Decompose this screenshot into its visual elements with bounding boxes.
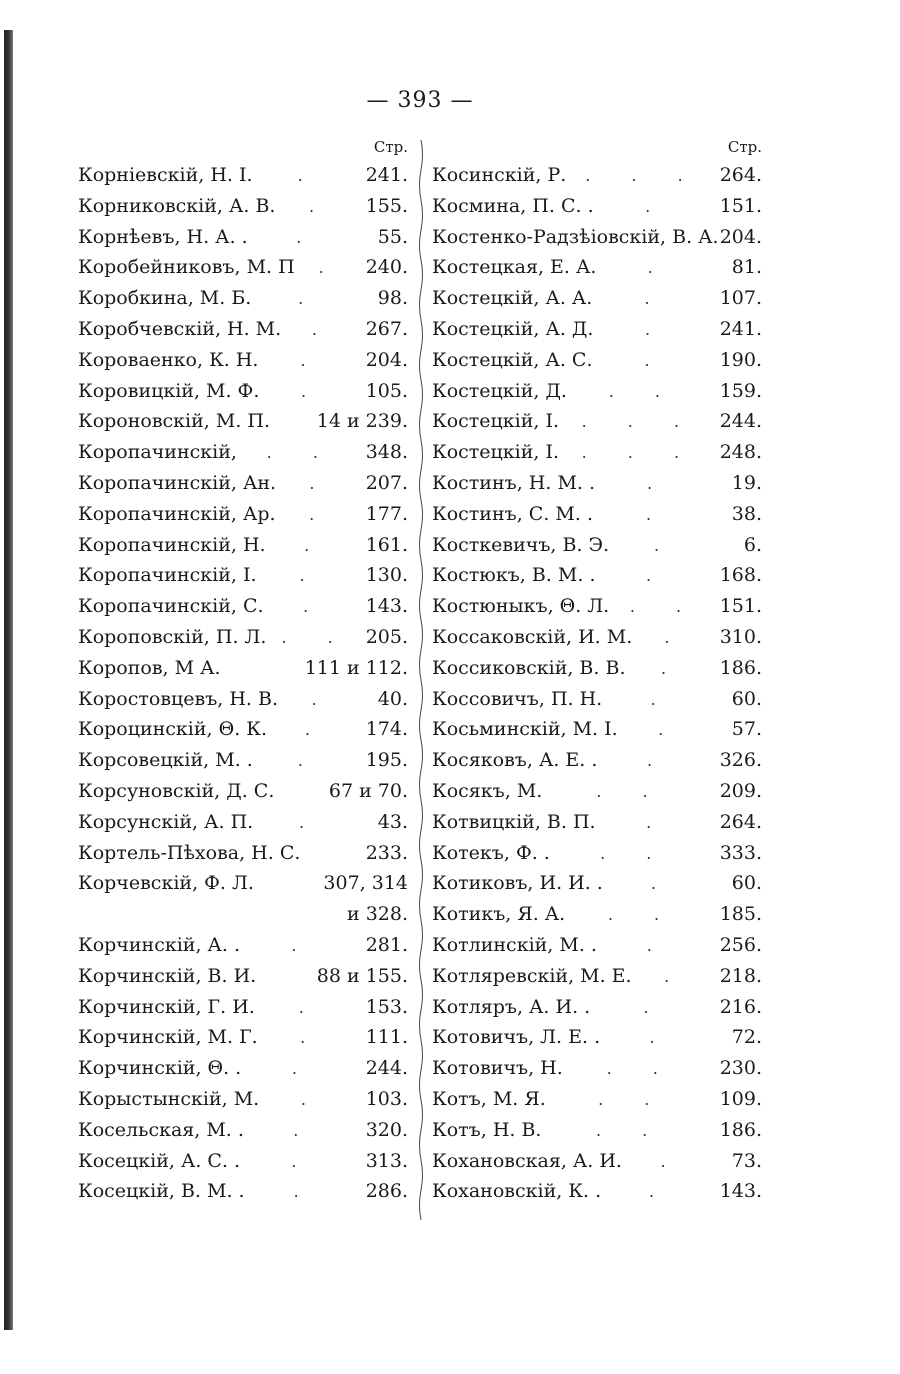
entry-name: Котляръ, А. И. .	[432, 995, 591, 1018]
index-entry	[432, 222, 762, 253]
entry-name: Косьминскій, М. I.	[432, 718, 618, 741]
right-column-header: Стр.	[727, 138, 762, 156]
entry-name: Короновскій, М. П.	[78, 410, 271, 433]
entry-page-ref: 161.	[365, 533, 408, 556]
entry-leader-dots: .	[311, 689, 335, 709]
index-entry	[432, 591, 762, 622]
entry-leader-dots: .	[648, 1182, 672, 1202]
index-entry	[78, 622, 408, 653]
entry-name: Коропачинскій, I.	[78, 564, 257, 587]
entry-leader-dots: .	[644, 350, 668, 370]
entry-name: Коробкина, М. Б.	[78, 287, 252, 310]
entry-leader-dots: .	[296, 227, 320, 247]
entry-leader-dots: .	[303, 597, 327, 617]
index-entry	[432, 314, 762, 345]
index-entry	[78, 714, 408, 745]
entry-name: Коропачинскій, Ан.	[78, 471, 277, 494]
entry-page-ref: 105.	[365, 379, 408, 402]
entry-name: Костюныкъ, Θ. Л.	[432, 595, 610, 618]
index-entry	[78, 437, 408, 468]
entry-page-ref: 168.	[719, 564, 762, 587]
entry-page-ref: 256.	[719, 933, 762, 956]
index-entry	[432, 252, 762, 283]
entry-leader-dots: .	[291, 935, 315, 955]
entry-name: Костецкій, I.	[432, 441, 559, 464]
entry-name: Корниковскій, А. В.	[78, 194, 276, 217]
entry-page-ref: 111 и 112.	[304, 656, 408, 679]
entry-leader-dots: .	[658, 720, 682, 740]
entry-page-ref: 264.	[719, 810, 762, 833]
left-column-header: Стр.	[373, 138, 408, 156]
entry-page-ref: 111.	[365, 1026, 408, 1049]
index-entry	[432, 838, 762, 869]
index-entry	[78, 468, 408, 499]
index-entry	[78, 191, 408, 222]
entry-page-ref: 60.	[731, 687, 762, 710]
book-spine-edge	[4, 30, 13, 1330]
entry-leader-dots: .	[293, 1120, 317, 1140]
entry-name: Коссаковскій, И. М.	[432, 625, 633, 648]
entry-leader-dots: . .	[596, 781, 666, 801]
index-entry	[432, 1053, 762, 1084]
entry-page-ref: 40.	[377, 687, 408, 710]
entry-page-ref: 14 и 239.	[316, 410, 408, 433]
entry-leader-dots: .	[309, 196, 333, 216]
index-entry	[432, 1146, 762, 1177]
entry-page-ref: 6.	[743, 533, 762, 556]
entry-name: Корніевскій, Н. I.	[78, 164, 253, 186]
entry-name: Костинъ, Н. М. .	[432, 471, 596, 494]
entry-leader-dots: .	[318, 258, 342, 278]
index-entry	[78, 560, 408, 591]
entry-leader-dots: .	[647, 258, 671, 278]
entry-leader-dots: .	[661, 658, 685, 678]
entry-leader-dots: .	[297, 166, 321, 185]
index-entry	[78, 684, 408, 715]
entry-page-ref: 307, 314	[323, 872, 408, 895]
entry-leader-dots: .	[297, 751, 321, 771]
index-entry	[432, 1022, 762, 1053]
entry-name: Косткевичъ, В. Э.	[432, 533, 610, 556]
entry-leader-dots: .	[300, 1089, 324, 1109]
entry-page-ref: 333.	[719, 841, 762, 864]
index-entry	[432, 807, 762, 838]
index-entry	[432, 283, 762, 314]
index-entry	[78, 838, 408, 869]
index-entry	[432, 437, 762, 468]
entry-page-ref: 218.	[719, 964, 762, 987]
index-entry	[432, 530, 762, 561]
entry-name: Корсовецкій, М. .	[78, 749, 253, 772]
index-entry	[432, 468, 762, 499]
entry-name: Коссовичъ, П. Н.	[432, 687, 603, 710]
index-entry	[432, 560, 762, 591]
entry-name: Корсунскій, А. П.	[78, 810, 254, 833]
entry-name: Корчинскій, В. И.	[78, 964, 257, 987]
index-entry	[432, 191, 762, 222]
entry-leader-dots: .	[647, 751, 671, 771]
entry-name: Корчевскій, Ф. Л.	[78, 872, 254, 895]
index-entry	[432, 961, 762, 992]
entry-name: Косецкій, А. С. .	[78, 1149, 241, 1172]
entry-page-ref: 207.	[365, 471, 408, 494]
entry-leader-dots: . .	[629, 597, 700, 617]
index-entry	[78, 992, 408, 1023]
entry-leader-dots: .	[300, 350, 324, 370]
entry-page-ref: 159.	[719, 379, 762, 402]
entry-leader-dots: .	[650, 689, 674, 709]
entry-name: Коссиковскій, В. В.	[432, 656, 626, 679]
entry-name: Корчинскій, Г. И.	[78, 995, 255, 1018]
entry-name: Котвицкій, В. П.	[432, 810, 596, 833]
index-entry	[432, 499, 762, 530]
entry-leader-dots: .	[649, 1028, 673, 1048]
right-index-column	[432, 134, 762, 1207]
index-entry	[432, 345, 762, 376]
entry-leader-dots: . . .	[581, 412, 698, 432]
index-entry	[78, 1022, 408, 1053]
index-entry	[78, 283, 408, 314]
entry-name: Котовичъ, Н.	[432, 1057, 563, 1080]
entry-name: Котикъ, Я. А.	[432, 903, 566, 926]
entry-leader-dots: . .	[281, 627, 351, 647]
entry-leader-dots: .	[298, 997, 322, 1017]
entry-name: Корчинскій, М. Г.	[78, 1026, 258, 1049]
entry-leader-dots: .	[643, 997, 667, 1017]
entry-leader-dots: .	[645, 504, 670, 524]
entry-page-ref: 177.	[365, 502, 408, 525]
entry-name: Котъ, Н. В.	[432, 1118, 542, 1141]
index-entry	[78, 222, 408, 253]
entry-leader-dots: . .	[606, 1059, 676, 1079]
index-entry	[78, 1176, 408, 1207]
index-entry	[78, 345, 408, 376]
entry-page-ref: 186.	[719, 1118, 762, 1141]
entry-leader-dots: .	[664, 627, 688, 647]
entry-leader-dots: . . .	[585, 166, 701, 185]
entry-page-ref: 151.	[719, 194, 762, 217]
entry-leader-dots: .	[300, 381, 325, 401]
entry-name: Косяковъ, А. Е. .	[432, 749, 598, 772]
entry-page-ref: 153.	[365, 995, 408, 1018]
entry-name: Котъ, М. Я.	[432, 1087, 546, 1110]
entry-page-ref: 286.	[365, 1180, 408, 1203]
entry-leader-dots: . .	[266, 443, 336, 463]
entry-page-ref: 230.	[719, 1057, 762, 1080]
entry-leader-dots: .	[299, 812, 323, 832]
entry-page-ref: 185.	[719, 903, 762, 926]
index-entry	[78, 899, 408, 930]
entry-leader-dots: .	[304, 720, 328, 740]
entry-page-ref: 19.	[731, 471, 762, 494]
entry-page-ref: 98.	[377, 287, 408, 310]
entry-leader-dots: .	[298, 289, 322, 309]
left-index-column	[78, 134, 408, 1207]
entry-name: Корыстынскій, М.	[78, 1087, 260, 1110]
entry-name: Коропачинскій, Н.	[78, 533, 266, 556]
index-entry	[432, 714, 762, 745]
entry-leader-dots: .	[650, 874, 674, 894]
entry-leader-dots: . .	[595, 1120, 666, 1140]
entry-name: Коровицкій, М. Ф.	[78, 379, 260, 402]
index-entry	[432, 1115, 762, 1146]
entry-name: Косякъ, М.	[432, 779, 543, 802]
entry-leader-dots: .	[309, 504, 333, 524]
entry-page-ref: 233.	[365, 841, 408, 864]
entry-page-ref: 326.	[719, 749, 762, 772]
index-entry	[78, 376, 408, 407]
entry-page-ref: 130.	[365, 564, 408, 587]
index-entry	[432, 376, 762, 407]
entry-page-ref: 241.	[365, 164, 408, 186]
entry-name: Костецкая, Е. А.	[432, 256, 597, 279]
entry-page-ref: 267.	[365, 317, 408, 340]
entry-leader-dots: .	[645, 196, 669, 216]
index-entry	[78, 1053, 408, 1084]
entry-page-ref: 216.	[719, 995, 762, 1018]
index-entry	[432, 160, 762, 191]
entry-name: Корсуновскій, Д. С.	[78, 779, 275, 802]
entry-leader-dots: . .	[600, 843, 670, 863]
index-entry	[78, 807, 408, 838]
index-entry	[78, 1146, 408, 1177]
entry-leader-dots: .	[299, 566, 323, 586]
entry-page-ref: 195.	[365, 749, 408, 772]
entry-leader-dots: .	[304, 535, 328, 555]
entry-leader-dots: .	[646, 566, 670, 586]
entry-page-ref: 55.	[377, 225, 408, 248]
entry-page-ref: 88 и 155.	[316, 964, 408, 987]
entry-page-ref: 43.	[377, 810, 408, 833]
index-entry	[78, 653, 408, 684]
entry-page-ref: 81.	[731, 256, 762, 279]
entry-name: Котляревскій, М. Е.	[432, 964, 632, 987]
entry-leader-dots: .	[646, 812, 670, 832]
entry-name: Короцинскій, Θ. К.	[78, 718, 268, 741]
entry-leader-dots: .	[644, 289, 668, 309]
entry-name: Коробейниковъ, М. П	[78, 256, 295, 279]
index-entry	[78, 252, 408, 283]
entry-leader-dots: . . .	[581, 443, 698, 463]
index-entry	[432, 776, 762, 807]
entry-name: Костенко-Радзѣіовскій, В. А.	[432, 225, 719, 248]
entry-page-ref: 155.	[365, 194, 408, 217]
entry-page-ref: 72.	[731, 1026, 762, 1049]
entry-leader-dots: .	[300, 1028, 324, 1048]
entry-page-ref: 209.	[719, 779, 762, 802]
index-entry	[432, 684, 762, 715]
entry-name: Кохановская, А. И.	[432, 1149, 622, 1172]
entry-page-ref: 107.	[719, 287, 762, 310]
column-divider	[418, 140, 424, 1220]
entry-page-ref: 244.	[365, 1057, 408, 1080]
index-entry	[432, 406, 762, 437]
index-entry	[432, 992, 762, 1023]
entry-page-ref: 73.	[731, 1149, 762, 1172]
entry-name: Короваенко, К. Н.	[78, 348, 259, 371]
entry-name: Костецкій, А. Д.	[432, 317, 594, 340]
entry-name: Котовичъ, Л. Е. .	[432, 1026, 601, 1049]
entry-name: Котлинскій, М. .	[432, 933, 597, 956]
index-entry	[78, 160, 408, 191]
entry-name: Косельская, М. .	[78, 1118, 244, 1141]
entry-page-ref: 38.	[731, 502, 762, 525]
index-entry	[432, 745, 762, 776]
index-entry	[78, 314, 408, 345]
entry-name: Коропов, М А.	[78, 656, 221, 679]
entry-page-ref: 248.	[719, 441, 762, 464]
index-entry	[78, 1115, 408, 1146]
entry-page-ref: 348.	[365, 441, 408, 464]
entry-page-ref: 109.	[719, 1087, 762, 1110]
entry-page-ref: 151.	[719, 595, 762, 618]
entry-leader-dots: . .	[607, 905, 678, 925]
entry-name: Корнѣевъ, Н. А. .	[78, 225, 248, 248]
entry-page-ref: 310.	[719, 625, 762, 648]
entry-page-ref: 190.	[719, 348, 762, 371]
entry-leader-dots: .	[654, 535, 678, 555]
entry-leader-dots: .	[646, 473, 671, 493]
entry-leader-dots: .	[645, 319, 669, 339]
entry-name: Костецкій, Д.	[432, 379, 567, 402]
entry-page-ref: 57.	[731, 718, 762, 741]
index-entry	[78, 961, 408, 992]
index-entry	[78, 530, 408, 561]
entry-page-ref: 240.	[365, 256, 408, 279]
entry-name: Коропачинскій,	[78, 441, 237, 464]
entry-page-ref: 204.	[719, 225, 762, 248]
index-entry	[432, 868, 762, 899]
entry-page-ref: 103.	[365, 1087, 408, 1110]
entry-leader-dots: .	[664, 966, 688, 986]
entry-page-ref: 320.	[365, 1118, 408, 1141]
entry-name: Коростовцевъ, Н. В.	[78, 687, 279, 710]
index-entry	[432, 1084, 762, 1115]
index-entry	[78, 868, 408, 899]
entry-page-ref: 264.	[719, 164, 762, 186]
index-entry	[432, 653, 762, 684]
entry-page-ref: 186.	[719, 656, 762, 679]
entry-page-ref: 204.	[365, 348, 408, 371]
entry-name: Короповскій, П. Л.	[78, 625, 267, 648]
entry-name: Котекъ, Ф. .	[432, 841, 550, 864]
entry-name: Костецкій, А. С.	[432, 348, 593, 371]
index-entry	[78, 776, 408, 807]
entry-name: Котиковъ, И. И. .	[432, 872, 603, 895]
entry-page-ref: 67 и 70.	[328, 779, 408, 802]
entry-leader-dots: .	[646, 935, 670, 955]
entry-leader-dots: . .	[608, 381, 678, 401]
index-entry	[78, 930, 408, 961]
entry-name: Корчинскій, Θ. .	[78, 1057, 242, 1080]
entry-leader-dots: .	[293, 1182, 317, 1202]
page-number: — 393 —	[366, 88, 474, 113]
index-entry	[432, 1176, 762, 1207]
entry-name: Кохановскій, К. .	[432, 1180, 602, 1203]
entry-name: Костецкій, I.	[432, 410, 559, 433]
entry-name: Костинъ, С. М. .	[432, 502, 593, 525]
index-entry	[432, 930, 762, 961]
entry-page-ref: 241.	[719, 317, 762, 340]
entry-page-ref: 174.	[365, 718, 408, 741]
index-entry	[78, 406, 408, 437]
entry-name: Косинскій, Р.	[432, 164, 567, 186]
index-entry	[78, 1084, 408, 1115]
entry-name: Космина, П. С. .	[432, 194, 594, 217]
entry-leader-dots: .	[291, 1151, 315, 1171]
entry-leader-dots: .	[291, 1059, 315, 1079]
entry-page-ref: 313.	[365, 1149, 408, 1172]
entry-page-ref: 244.	[719, 410, 762, 433]
entry-name: Косецкій, В. М. .	[78, 1180, 245, 1203]
entry-name: Кортель-Пѣхова, Н. С.	[78, 841, 301, 864]
index-entry	[432, 622, 762, 653]
entry-name: Коропачинскій, С.	[78, 595, 264, 618]
entry-page-ref: 143.	[719, 1180, 762, 1203]
entry-name: Корчинскій, А. .	[78, 933, 241, 956]
entry-name: Костюкъ, В. М. .	[432, 564, 596, 587]
entry-name: Костецкій, А. А.	[432, 287, 593, 310]
entry-leader-dots: . .	[598, 1089, 668, 1109]
entry-page-ref: 281.	[365, 933, 408, 956]
entry-name: Коробчевскій, Н. М.	[78, 317, 282, 340]
index-entry	[78, 745, 408, 776]
index-entry	[78, 499, 408, 530]
index-entry	[78, 591, 408, 622]
entry-leader-dots: .	[309, 473, 333, 493]
index-entry	[432, 899, 762, 930]
entry-page-ref: 205.	[365, 625, 408, 648]
entry-page-ref: 143.	[365, 595, 408, 618]
entry-leader-dots: .	[660, 1151, 684, 1171]
entry-page-ref: и 328.	[346, 903, 408, 926]
entry-page-ref: 60.	[731, 872, 762, 895]
entry-name: Коропачинскій, Ар.	[78, 502, 276, 525]
entry-leader-dots: .	[311, 319, 335, 339]
